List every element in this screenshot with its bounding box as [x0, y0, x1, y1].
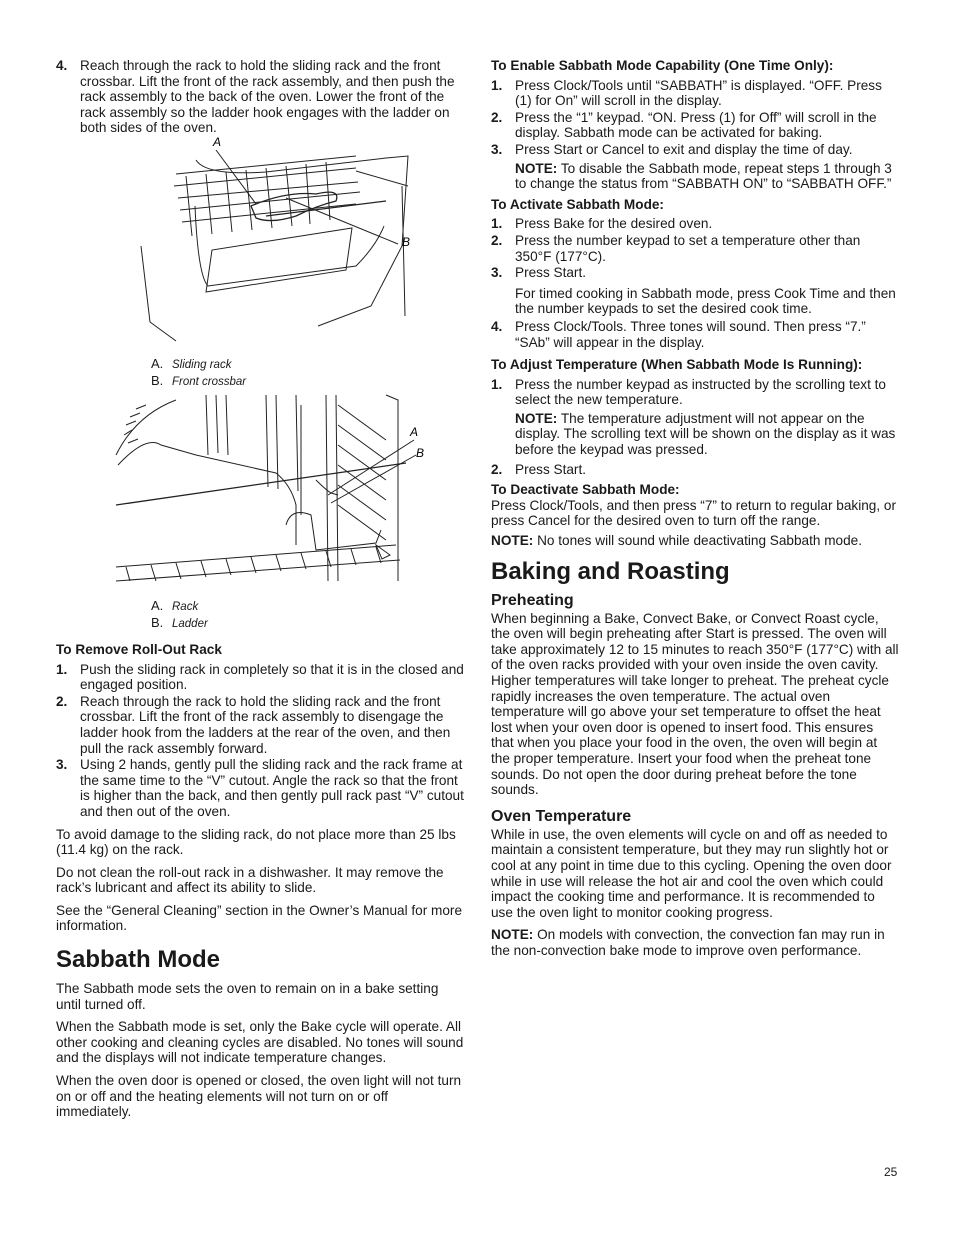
note [515, 161, 899, 192]
list-item [491, 377, 899, 458]
paragraph: While in use, the oven elements will cycle on and off as needed to maintain a consistent temperature, but they may run slightly hot or cool at any point in time due to this cycling. Opening the oven door while in use will release the hot air and cool the oven which could impact the cooking time and performance. It is recommended to use the oven light to monitor cooking progress. [491, 826, 892, 920]
step-number: 2. [491, 461, 503, 477]
step-number: 3. [56, 757, 68, 773]
step-text: Press the number keypad as instructed by the scrolling text to select the new temperature. [515, 376, 886, 408]
step-text: Reach through the rack to hold the sliding rack and the front crossbar. Lift the front of the rack assembly to disengage the ladder hook from the ladders at the rear of the oven, and then pull the rack assembly forward. [80, 693, 451, 756]
legend-item [151, 356, 464, 373]
step-number: 3. [491, 265, 503, 281]
step-text: Press Start. [515, 461, 587, 477]
paragraph: Press Clock/Tools, and then press “7” to return to regular baking, or press Cancel for the desired oven to turn off the range. [491, 497, 896, 529]
step-text: Press Start or Cancel to exit and display the time of day. [515, 141, 853, 157]
section-title: Baking and Roasting [491, 557, 730, 585]
note-text: On models with convection, the convection fan may run in the non-convection bake mode to improve oven performance. [491, 927, 885, 958]
legend-text: Front crossbar [172, 375, 247, 388]
step-number: 2. [491, 232, 503, 248]
subsection-title: Preheating [491, 591, 574, 609]
note-text: The temperature adjustment will not appear on the display. The scrolling text will be shown on the display as it was before the keypad was pressed. [515, 410, 896, 458]
page-number: 25 [884, 1165, 898, 1179]
callout-a: A [213, 134, 222, 149]
step-text: Press Clock/Tools until “SABBATH” is displayed. “OFF. Press (1) for On” will scroll in the display. [515, 77, 882, 109]
section-heading: To Activate Sabbath Mode: [491, 196, 664, 212]
step-number: 1. [491, 77, 503, 93]
step-text: Reach through the rack to hold the sliding rack and the front crossbar. Lift the front of the rack assembly, and then push the rack assembly to the back of the oven. Lower the front of the rack assembly so the ladder hook engages with the ladder on both sides of the oven. [80, 58, 455, 136]
list-item [56, 662, 464, 693]
step-number: 2. [491, 109, 503, 125]
list-item [491, 78, 899, 109]
step-text: Press Bake for the desired oven. [515, 216, 713, 232]
legend-item [151, 373, 464, 390]
paragraph: When the oven door is opened or closed, the oven light will not turn on or off and the heating elements will not turn on or off immediately. [56, 1073, 462, 1120]
note-label: NOTE: [491, 927, 534, 943]
note-label: NOTE: [515, 410, 558, 426]
step-number: 1. [56, 661, 68, 677]
paragraph: The Sabbath mode sets the oven to remain on in a bake setting until turned off. [56, 981, 439, 1012]
rack-ladder-illustration [116, 395, 425, 581]
callout-b: B [416, 445, 425, 460]
section-title: Sabbath Mode [56, 946, 221, 974]
step-number: 4. [56, 58, 68, 73]
sliding-rack-illustration [56, 134, 464, 342]
paragraph: When the Sabbath mode is set, only the Bake cycle will operate. All other cooking and cleaning cycles are disabled. No tones will sound and the displays will not indicate temperature changes. [56, 1019, 464, 1066]
list-item [491, 265, 899, 317]
note [491, 533, 899, 549]
note-text: To disable the Sabbath mode, repeat steps 1 through 3 to change the status from “SABBATH ON” to “SABBATH OFF.” [515, 160, 892, 192]
list-item [491, 110, 899, 141]
legend-letter: B. [151, 614, 164, 630]
list-item [491, 462, 899, 478]
figure-legend [151, 356, 464, 390]
legend-item [151, 615, 464, 632]
list-item [56, 58, 464, 136]
note [491, 927, 899, 958]
callout-b: B [402, 234, 411, 249]
step-subtext: For timed cooking in Sabbath mode, press Cook Time and then the number keypads to set the desired cook time. [515, 285, 896, 317]
step-text: Press the number keypad to set a temperature other than 350°F (177°C). [515, 232, 861, 264]
paragraph: To avoid damage to the sliding rack, do not place more than 25 lbs (11.4 kg) on the rack. [56, 826, 456, 858]
step-number: 1. [491, 216, 503, 232]
list-item [491, 233, 899, 264]
step-number: 1. [491, 376, 503, 392]
list-item [491, 319, 899, 350]
note-label: NOTE: [491, 533, 534, 549]
figure-rack-ladder [116, 395, 464, 581]
list-item [491, 216, 899, 232]
section-heading: To Adjust Temperature (When Sabbath Mode Is Running): [491, 357, 863, 373]
figure-legend [151, 598, 464, 632]
list-item [491, 142, 899, 192]
legend-letter: A. [151, 355, 164, 371]
step-text: Push the sliding rack in completely so that it is in the closed and engaged position. [80, 661, 464, 693]
paragraph: Do not clean the roll-out rack in a dishwasher. It may remove the rack’s lubricant and affect its ability to slide. [56, 864, 444, 896]
left-column [56, 58, 464, 1127]
section-heading: To Remove Roll-Out Rack [56, 641, 222, 657]
legend-text: Sliding rack [172, 358, 232, 371]
legend-item [151, 598, 464, 615]
note [515, 411, 899, 458]
step-text: Press Clock/Tools. Three tones will sound. Then press “7.” “SAb” will appear in the display. [515, 318, 866, 350]
paragraph: See the “General Cleaning” section in the Owner’s Manual for more information. [56, 902, 463, 934]
callout-a: A [410, 424, 419, 439]
right-column [491, 58, 899, 966]
legend-letter: A. [151, 597, 164, 613]
list-item [56, 694, 464, 756]
subsection-title: Oven Temperature [491, 807, 632, 825]
step-text: Press the “1” keypad. “ON. Press (1) for Off” will scroll in the display. Sabbath mode can be activated for baking. [515, 109, 877, 141]
step-text: Press Start. [515, 265, 587, 281]
note-label: NOTE: [515, 160, 558, 176]
legend-text: Rack [172, 600, 199, 613]
section-heading: To Deactivate Sabbath Mode: [491, 482, 680, 498]
paragraph: When beginning a Bake, Convect Bake, or Convect Roast cycle, the oven will begin preheating after Start is pressed. The oven will take approximately 12 to 15 minutes to reach 350°F (177°C) with all of the oven racks provided with your oven inside the oven cavity. Higher temperatures will take longer to preheat. The preheat cycle rapidly increases the oven temperature. The actual oven temperature will go above your set temperature to offset the heat lost when your oven door is opened to insert food. This ensures that when you place your food in the oven, the oven will begin at the proper temperature. Insert your food when the preheat tone sounds. Do not open the door during preheat before the tone sounds. [491, 610, 899, 798]
step-number: 3. [491, 141, 503, 157]
section-heading: To Enable Sabbath Mode Capability (One Time Only): [491, 58, 834, 73]
step-number: 4. [491, 318, 503, 334]
step-number: 2. [56, 693, 68, 709]
note-text: No tones will sound while deactivating Sabbath mode. [533, 533, 863, 549]
list-item [56, 757, 464, 819]
legend-text: Ladder [172, 617, 208, 630]
step-text: Using 2 hands, gently pull the sliding rack and the rack frame at the same time to the “V” cutout. Angle the rack so that the front is higher than the back, and then gently pull rack past “V” cutout and then out of the oven. [80, 757, 464, 819]
figure-sliding-rack [56, 134, 464, 342]
legend-letter: B. [151, 372, 164, 388]
